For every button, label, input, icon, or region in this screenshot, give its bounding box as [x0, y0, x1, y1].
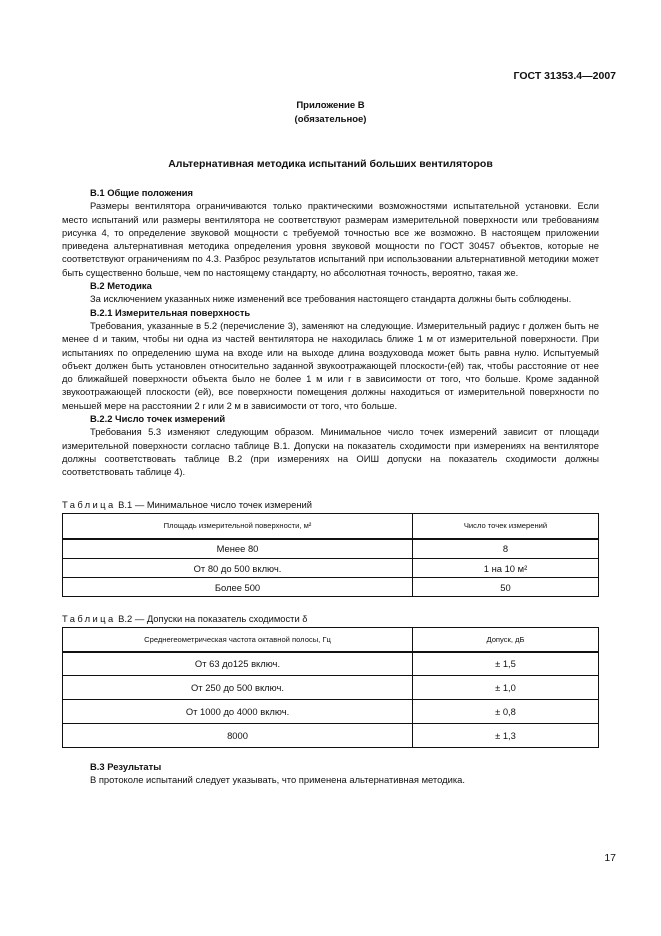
- table1-caption-label: Таблица: [62, 499, 116, 510]
- table1-header-area: Площадь измерительной поверхности, м²: [63, 514, 413, 539]
- section-b2-heading: В.2 Методика: [90, 280, 152, 292]
- table-cell: От 250 до 500 включ.: [63, 676, 413, 700]
- table2: [62, 627, 599, 748]
- table-cell: Более 500: [63, 578, 413, 597]
- section-b21-text: Требования, указанные в 5.2 (перечисление 3), заменяют на следующие. Измерительный радиус r должен быть не менее d и таким, чтобы ни одна из частей вентилятора не находилась ближе 1 м от измерительной поверхности. При испытаниях по определению шума на входе или на выходе длина воздуховода может быть равна нулю. Испытуемый объект должен быть установлен относительно заданной звукоотражающей плоскости-(ей) так, чтобы расстояние от нее до ближайшей поверхности объекта было не более 1 м или r в зависимости от того, что больше. Кроме заданной звукоотражающей плоскости (ей), все поверхности помещения должны находиться от измерительной поверхности по меньшей мере на расстоянии 2 r или 2 м в зависимости от того, что больше.: [62, 319, 599, 411]
- results-section: [62, 760, 599, 787]
- table-cell: 1 на 10 м²: [413, 559, 599, 578]
- section-b22-heading: В.2.2 Число точек измерений: [90, 413, 226, 425]
- table-row: [63, 724, 599, 748]
- table-cell: ± 1,5: [413, 652, 599, 676]
- appendix-subtitle: (обязательное): [294, 114, 367, 125]
- table1: [62, 513, 599, 597]
- appendix-heading: [0, 99, 661, 127]
- table-cell: 8: [413, 539, 599, 559]
- document-body: [62, 186, 599, 479]
- table-row: [63, 652, 599, 676]
- table2-caption: [62, 613, 308, 624]
- table1-caption-text: В.1 — Минимальное число точек измерений: [118, 499, 312, 510]
- section-b21-heading: В.2.1 Измерительная поверхность: [90, 306, 251, 318]
- table-row: [63, 700, 599, 724]
- page-title: Альтернативная методика испытаний больших вентиляторов: [168, 158, 493, 170]
- table-cell: ± 1,0: [413, 676, 599, 700]
- table-cell: 50: [413, 578, 599, 597]
- appendix-title: Приложение В: [296, 100, 365, 111]
- table1-header-points: Число точек измерений: [413, 514, 599, 539]
- table-cell: ± 0,8: [413, 700, 599, 724]
- table2-header-tolerance: Допуск, дБ: [413, 628, 599, 652]
- table2-caption-text: В.2 — Допуски на показатель сходимости δ: [118, 613, 308, 624]
- table-cell: Менее 80: [63, 539, 413, 559]
- table1-caption: [62, 499, 312, 510]
- table-row: [63, 539, 599, 559]
- section-b1-text: Размеры вентилятора ограничиваются только практическими возможностями испытательной установки. Если место испытаний или размеры вентилятора не соответствуют размерам измерительной поверхности или требованиям рисунка 4, то определение звуковой мощности с требуемой точностью все же возможно. В настоящем приложении приведена альтернативная методика определения уровня звуковой мощности по ГОСТ 30457 объектов, которые не соответствуют ограничениям по 4.3. Разброс результатов испытаний при использовании альтернативной методики может быть существенно больше, чем по настоящему стандарту, но абсолютная точность, вероятно, такая же.: [62, 200, 599, 278]
- table2-header-frequency: Среднегеометрическая частота октавной полосы, Гц: [63, 628, 413, 652]
- section-b1-heading: В.1 Общие положения: [90, 187, 193, 198]
- table-row: [63, 578, 599, 597]
- table-header-row: [63, 514, 599, 539]
- table-row: [63, 676, 599, 700]
- table-cell: От 63 до125 включ.: [63, 652, 413, 676]
- section-b22-text: Требования 5.3 изменяют следующим образом. Минимальное число точек измерений зависит от площади измерительной поверхности согласно таблице В.1. Допуски на показатель сходимости при измерениях на вентиляторе должны соответствовать таблице В.2 (при измерениях на ОИШ допуски на показатель сходимости должны соответствовать таблице 4).: [62, 426, 599, 478]
- section-b2-text: За исключением указанных ниже изменений все требования настоящего стандарта должны быть соблюдены.: [90, 293, 572, 305]
- table-header-row: [63, 628, 599, 652]
- section-b3-heading: В.3 Результаты: [90, 761, 162, 772]
- table-cell: От 1000 до 4000 включ.: [63, 700, 413, 724]
- table-cell: 8000: [63, 724, 413, 748]
- table-cell: От 80 до 500 включ.: [63, 559, 413, 578]
- standard-number: ГОСТ 31353.4—2007: [513, 70, 616, 82]
- page-number: 17: [604, 852, 616, 864]
- section-b3-text: В протоколе испытаний следует указывать, что применена альтернативная методика.: [90, 774, 465, 786]
- table-cell: ± 1,3: [413, 724, 599, 748]
- table-row: [63, 559, 599, 578]
- table2-caption-label: Таблица: [62, 613, 116, 624]
